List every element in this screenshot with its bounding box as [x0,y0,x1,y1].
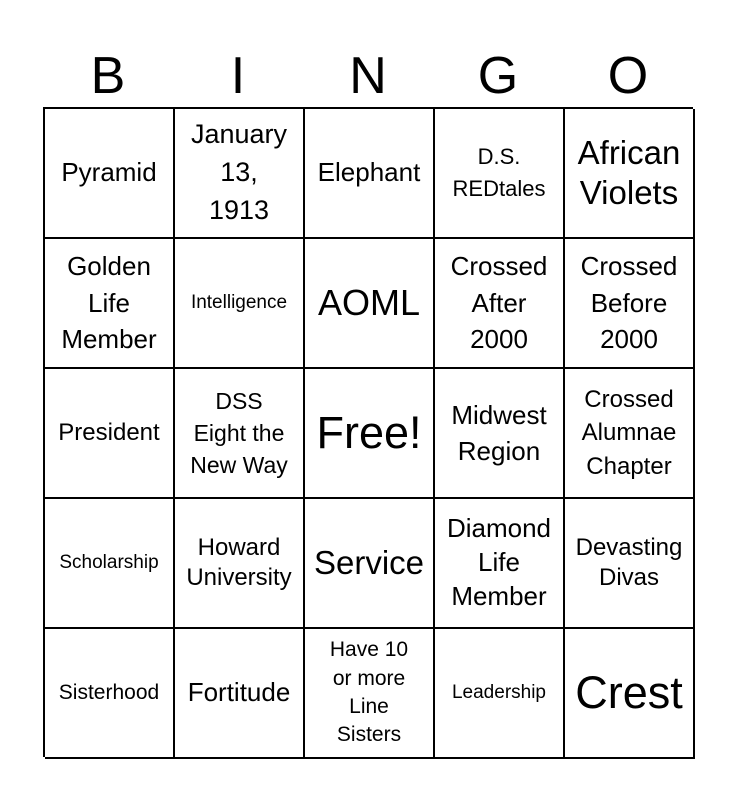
bingo-cell[interactable] [435,109,565,239]
cell-label: Service [313,544,425,582]
bingo-cell[interactable] [175,369,305,499]
cell-label: Golden Life Member [61,251,157,355]
cell-label: Diamond Life Member [446,513,552,611]
bingo-cell[interactable] [305,629,435,759]
cell-label: Fortitude [187,677,291,708]
bingo-cell[interactable] [175,499,305,629]
bingo-cell[interactable] [565,369,695,499]
bingo-card-grid [43,107,693,757]
cell-label: Intelligence [190,291,288,313]
cell-label: D.S. REDtales [452,144,546,201]
cell-label: Leadership [451,681,547,703]
bingo-cell[interactable] [305,499,435,629]
cell-label: Crossed Alumnae Chapter [581,385,677,480]
cell-label: Devasting Divas [575,534,683,591]
bingo-cell[interactable] [565,629,695,759]
bingo-cell[interactable] [305,239,435,369]
bingo-cell[interactable] [435,239,565,369]
cell-label: January 13, 1913 [190,119,288,225]
cell-label: President [58,418,160,446]
bingo-cell[interactable] [435,369,565,499]
bingo-cell[interactable] [565,239,695,369]
cell-label: Crossed Before 2000 [580,251,678,355]
cell-label: Crossed After 2000 [450,251,548,355]
cell-label: Have 10 or more Line Sisters [329,638,409,747]
free-space-cell[interactable] [305,369,435,499]
bingo-header [43,44,693,108]
bingo-cell[interactable] [175,109,305,239]
header-letter-n: N [349,47,387,105]
bingo-cell[interactable] [45,369,175,499]
bingo-cell[interactable] [175,629,305,759]
bingo-cell[interactable] [435,499,565,629]
cell-label: AOML [317,282,421,324]
bingo-cell[interactable] [45,109,175,239]
bingo-cell[interactable] [45,499,175,629]
cell-label: DSS Eight the New Way [190,387,288,479]
bingo-cell[interactable] [565,109,695,239]
free-space-label: Free! [316,407,422,458]
cell-label: Pyramid [61,157,157,188]
cell-label: Howard University [186,534,292,591]
cell-label: Midwest Region [451,399,547,466]
cell-label: African Violets [577,134,681,211]
bingo-cell[interactable] [565,499,695,629]
cell-label: Sisterhood [58,681,160,705]
bingo-cell[interactable] [45,239,175,369]
cell-label: Elephant [317,157,421,188]
header-letter-g: G [477,47,519,105]
header-letter-o: O [607,47,649,105]
bingo-cell[interactable] [305,109,435,239]
header-letter-b: B [90,47,126,105]
bingo-cell[interactable] [435,629,565,759]
cell-label: Scholarship [59,551,159,573]
bingo-cell[interactable] [175,239,305,369]
cell-label: Crest [575,667,683,718]
bingo-cell[interactable] [45,629,175,759]
header-letter-i: I [230,47,246,105]
